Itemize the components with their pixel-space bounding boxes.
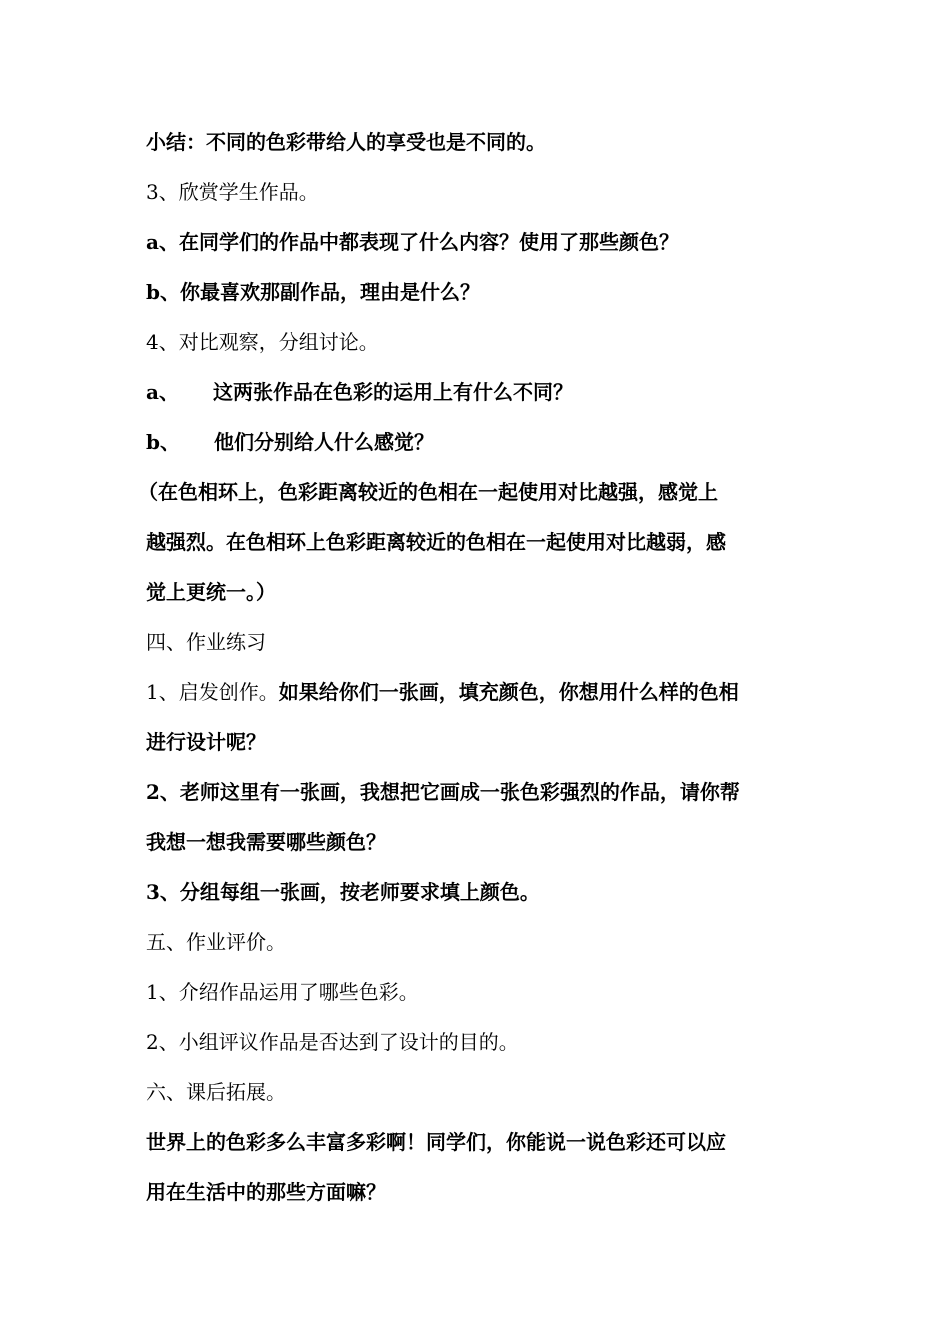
- step-4-text: 4、对比观察，分组讨论。: [146, 330, 379, 354]
- exercise-2-line: [146, 780, 816, 804]
- exercise-3-text: 3、分组每组一张画，按老师要求填上颜色。: [146, 880, 540, 904]
- section-4-heading: [146, 630, 816, 654]
- step-3-heading: [146, 180, 816, 204]
- discussion-b-line: [146, 430, 816, 454]
- question-a-text: a、在同学们的作品中都表现了什么内容？使用了那些颜色？: [146, 230, 679, 254]
- explanation-text-3: 觉上更统一。）: [146, 580, 276, 604]
- question-b-line: [146, 280, 816, 304]
- list-marker-a: a、: [146, 380, 179, 404]
- section-5-title: 五、作业评价。: [146, 930, 286, 954]
- exercise-1-label: 1、启发创作。: [146, 680, 279, 704]
- explanation-line-2: [146, 530, 816, 554]
- extension-text-1: 世界上的色彩多么丰富多彩啊！同学们，你能说一说色彩还可以应: [146, 1130, 726, 1154]
- evaluation-1-text: 1、介绍作品运用了哪些色彩。: [146, 980, 419, 1004]
- evaluation-2-line: [146, 1030, 816, 1054]
- step-4-heading: [146, 330, 816, 354]
- evaluation-2-text: 2、小组评议作品是否达到了设计的目的。: [146, 1030, 519, 1054]
- discussion-a-text: 这两张作品在色彩的运用上有什么不同？: [212, 380, 573, 404]
- summary-text: 小结：不同的色彩带给人的享受也是不同的。: [146, 130, 546, 154]
- discussion-b-text: 他们分别给人什么感觉？: [213, 430, 434, 454]
- explanation-line-1: [138, 480, 808, 504]
- explanation-line-3: [146, 580, 816, 604]
- section-5-heading: [146, 930, 816, 954]
- extension-line-2: [146, 1180, 816, 1204]
- section-6-heading: [146, 1080, 816, 1104]
- step-3-text: 3、欣赏学生作品。: [146, 180, 319, 204]
- explanation-text-1: （在色相环上，色彩距离较近的色相在一起使用对比越强，感觉上: [138, 480, 718, 504]
- exercise-1-continued: [146, 730, 816, 754]
- exercise-1-text: 如果给你们一张画，填充颜色，你想用什么样的色相: [278, 680, 739, 704]
- exercise-1-text-2: 进行设计呢？: [146, 730, 266, 754]
- discussion-a-line: [146, 380, 816, 404]
- summary-line: [146, 130, 816, 154]
- section-6-title: 六、课后拓展。: [146, 1080, 286, 1104]
- section-4-title: 四、作业练习: [146, 630, 266, 654]
- list-marker-b: b、: [146, 430, 180, 454]
- evaluation-1-line: [146, 980, 816, 1004]
- extension-line-1: [146, 1130, 816, 1154]
- exercise-1-line: [146, 680, 816, 704]
- question-b-text: b、你最喜欢那副作品，理由是什么？: [146, 280, 480, 304]
- exercise-2-text: 2、老师这里有一张画，我想把它画成一张色彩强烈的作品，请你帮: [146, 780, 740, 804]
- explanation-text-2: 越强烈。在色相环上色彩距离较近的色相在一起使用对比越弱，感: [146, 530, 726, 554]
- question-a-line: [146, 230, 816, 254]
- exercise-2-continued: [146, 830, 816, 854]
- exercise-2-text-2: 我想一想我需要哪些颜色？: [146, 830, 386, 854]
- extension-text-2: 用在生活中的那些方面嘛？: [146, 1180, 386, 1204]
- exercise-3-line: [146, 880, 816, 904]
